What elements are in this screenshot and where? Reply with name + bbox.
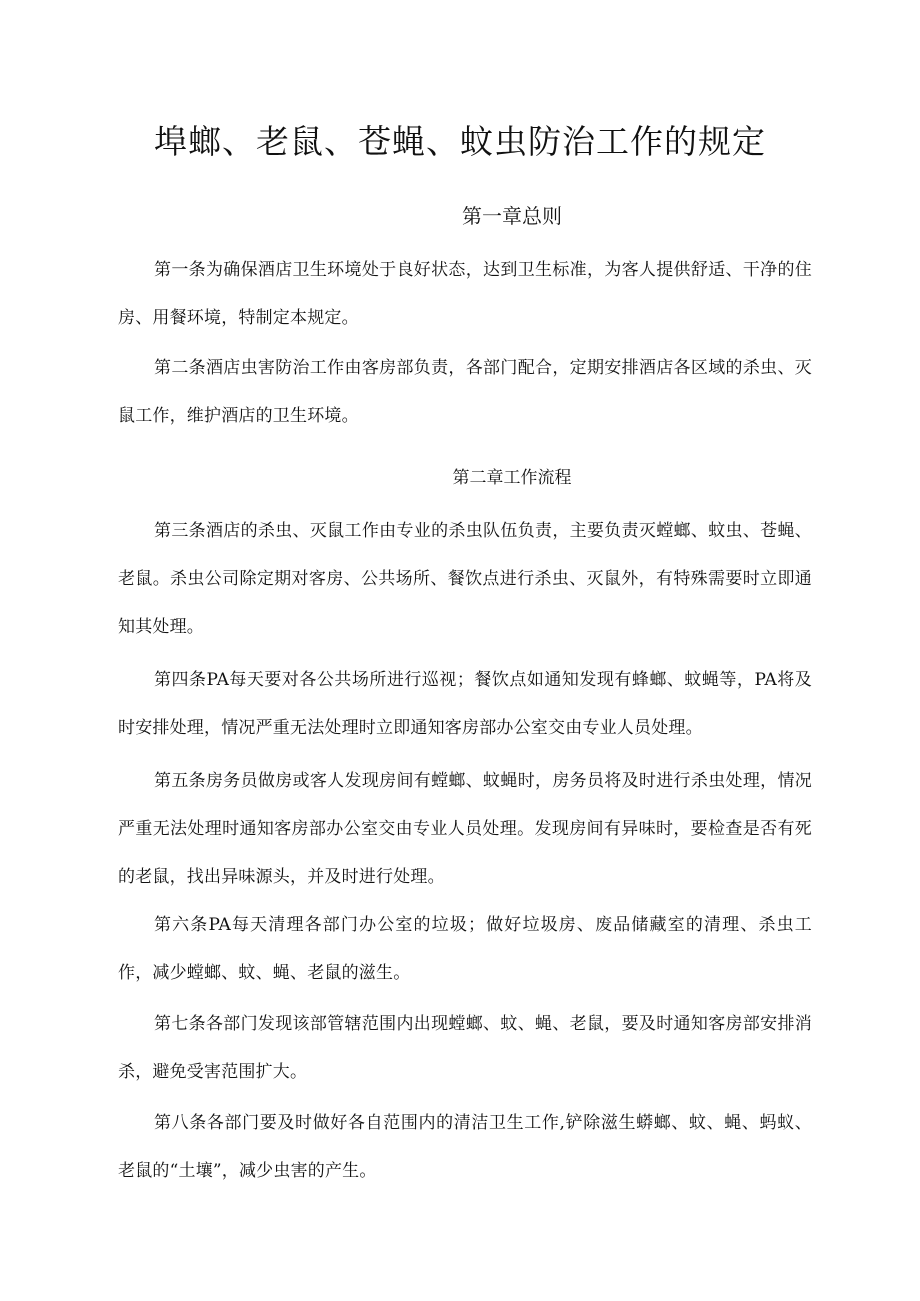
article-5: 第五条房务员做房或客人发现房间有螳螂、蚊蝇时，房务员将及时进行杀虫处理，情况严重无法处理时通知客房部办公室交由专业人员处理。发现房间有异味时，要检查是否有死的老鼠，找出异味源头，并及时进行处理。 [118, 771, 812, 887]
chapter-heading-workflow: 第二章工作流程 [452, 468, 572, 488]
article-6: 第六条PA每天清理各部门办公室的垃圾；做好垃圾房、废品储藏室的清理、杀虫工作，减少螳螂、蚊、蝇、老鼠的滋生。 [118, 915, 812, 983]
article-8: 第八条各部门要及时做好各自范围内的清洁卫生工作,铲除滋生蟒螂、蚊、蝇、蚂蚁、老鼠的“土壤”，减少虫害的产生。 [118, 1113, 812, 1181]
article-3: 第三条酒店的杀虫、灭鼠工作由专业的杀虫队伍负责，主要负责灭螳螂、蚊虫、苍蝇、老鼠。杀虫公司除定期对客房、公共场所、餐饮点进行杀虫、灭鼠外，有特殊需要时立即通知其处理。 [118, 521, 812, 637]
article-1: 第一条为确保酒店卫生环境处于良好状态，达到卫生标准，为客人提供舒适、干净的住房、用餐环境，特制定本规定。 [118, 260, 812, 328]
article-7: 第七条各部门发现该部管辖范围内出现螳螂、蚊、蝇、老鼠，要及时通知客房部安排消杀，避免受害范围扩大。 [118, 1014, 812, 1082]
article-4: 第四条PA每天要对各公共场所进行巡视；餐饮点如通知发现有蜂螂、蚊蝇等，PA将及时安排处理，情况严重无法处理时立即通知客房部办公室交由专业人员处理。 [118, 670, 812, 738]
article-2: 第二条酒店虫害防治工作由客房部负责，各部门配合，定期安排酒店各区域的杀虫、灭鼠工作，维护酒店的卫生环境。 [118, 358, 812, 426]
document-title: 埠螂、老鼠、苍蝇、蚊虫防治工作的规定 [154, 122, 766, 161]
chapter-heading-general: 第一章总则 [462, 204, 562, 228]
